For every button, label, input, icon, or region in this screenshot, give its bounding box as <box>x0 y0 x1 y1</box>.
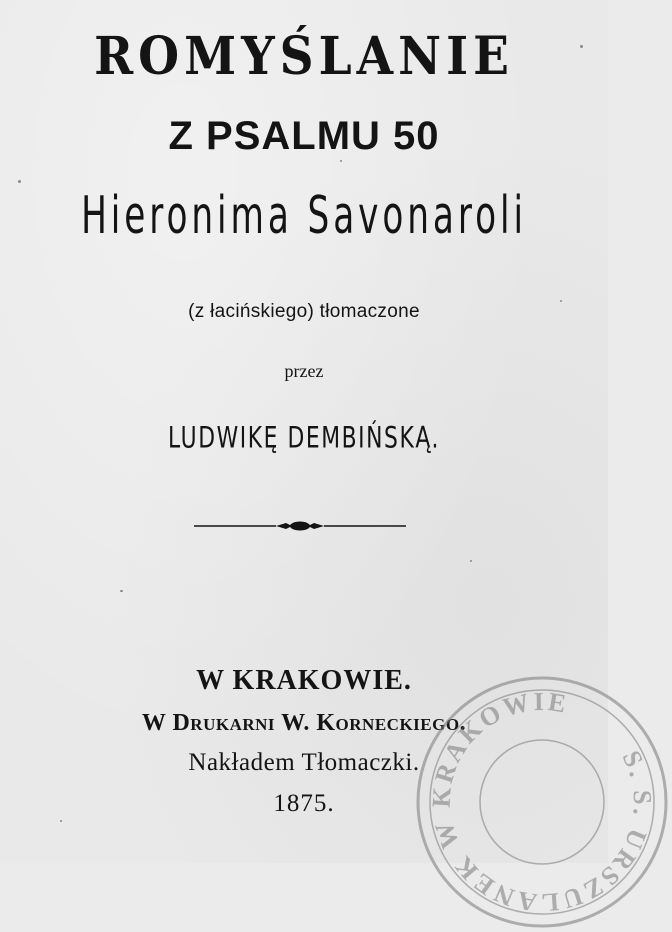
translator-name: LUDWIKĘ DEMBIŃSKĄ. <box>168 420 440 455</box>
library-stamp <box>412 672 672 932</box>
book-subtitle: Z PSALMU 50 <box>168 114 440 158</box>
svg-text:S. S. URSZULANEK W KRAKOWIE <box>412 672 672 932</box>
ornamental-rule <box>194 518 406 534</box>
printer-line: W Drukarni W. Korneckiego. <box>141 710 467 736</box>
translation-note: (z łacińskiego) tłomaczone <box>188 301 420 322</box>
city-line: W KRAKOWIE. <box>196 665 412 696</box>
publisher-line: Nakładem Tłomaczki. <box>188 749 420 776</box>
book-title: ROMYŚLANIE <box>94 26 514 88</box>
author-line: Hieronima Savonaroli <box>81 186 527 247</box>
year-line: 1875. <box>273 790 335 817</box>
by-word: przez <box>284 361 324 381</box>
stamp-text: S. S. URSZULANEK W KRAKOWIE <box>426 686 658 918</box>
